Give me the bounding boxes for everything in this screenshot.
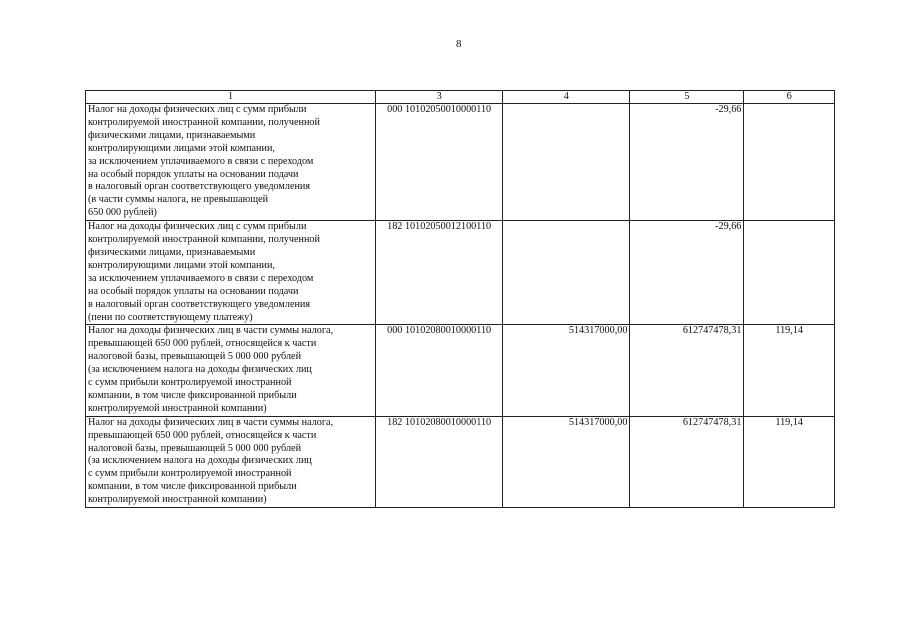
- percent-col6-cell: 119,14: [744, 416, 835, 507]
- table-row: [86, 325, 835, 416]
- table-header-row: [86, 91, 835, 104]
- column-header-5: 5: [630, 91, 744, 104]
- percent-col6-cell: [744, 104, 835, 221]
- amount-col4-cell: 514317000,00: [503, 416, 630, 507]
- tax-name-cell: Налог на доходы физических лиц с сумм прибыли контролируемой иностранной компании, полученной физическими лицами, признаваемыми контролирующими лицами этой компании, за исключением уплачиваемого в связи с переходом на особый порядок уплаты на основании подачи в налоговый орган соответствующего уведомления (пени по соответствующему платежу): [86, 221, 376, 325]
- budget-code-cell: 182 10102080010000110: [376, 416, 503, 507]
- column-header-3: 3: [376, 91, 503, 104]
- column-header-6: 6: [744, 91, 835, 104]
- tax-name-cell: Налог на доходы физических лиц в части суммы налога, превышающей 650 000 рублей, относящейся к части налоговой базы, превышающей 5 000 000 рублей (за исключением налога на доходы физических лиц с сумм прибыли контролируемой иностранной компании, в том числе фиксированной прибыли контролируемой иностранной компании): [86, 325, 376, 416]
- budget-code-cell: 000 10102080010000110: [376, 325, 503, 416]
- amount-col5-cell: 612747478,31: [630, 325, 744, 416]
- table-row: [86, 221, 835, 325]
- tax-name-cell: Налог на доходы физических лиц с сумм прибыли контролируемой иностранной компании, полученной физическими лицами, признаваемыми контролирующими лицами этой компании, за исключением уплачиваемого в связи с переходом на особый порядок уплаты на основании подачи в налоговый орган соответствующего уведомления (в части суммы налога, не превышающей 650 000 рублей): [86, 104, 376, 221]
- amount-col4-cell: 514317000,00: [503, 325, 630, 416]
- percent-col6-cell: 119,14: [744, 325, 835, 416]
- page-number: 8: [456, 38, 462, 50]
- amount-col5-cell: -29,66: [630, 221, 744, 325]
- tax-name-cell: Налог на доходы физических лиц в части суммы налога, превышающей 650 000 рублей, относящейся к части налоговой базы, превышающей 5 000 000 рублей (за исключением налога на доходы физических лиц с сумм прибыли контролируемой иностранной компании, в том числе фиксированной прибыли контролируемой иностранной компании): [86, 416, 376, 507]
- amount-col4-cell: [503, 104, 630, 221]
- budget-code-cell: 000 10102050010000110: [376, 104, 503, 221]
- amount-col4-cell: [503, 221, 630, 325]
- column-header-1: 1: [86, 91, 376, 104]
- column-header-4: 4: [503, 91, 630, 104]
- budget-code-cell: 182 10102050012100110: [376, 221, 503, 325]
- amount-col5-cell: 612747478,31: [630, 416, 744, 507]
- report-table: [85, 90, 835, 508]
- amount-col5-cell: -29,66: [630, 104, 744, 221]
- percent-col6-cell: [744, 221, 835, 325]
- table-row: [86, 416, 835, 507]
- table-row: [86, 104, 835, 221]
